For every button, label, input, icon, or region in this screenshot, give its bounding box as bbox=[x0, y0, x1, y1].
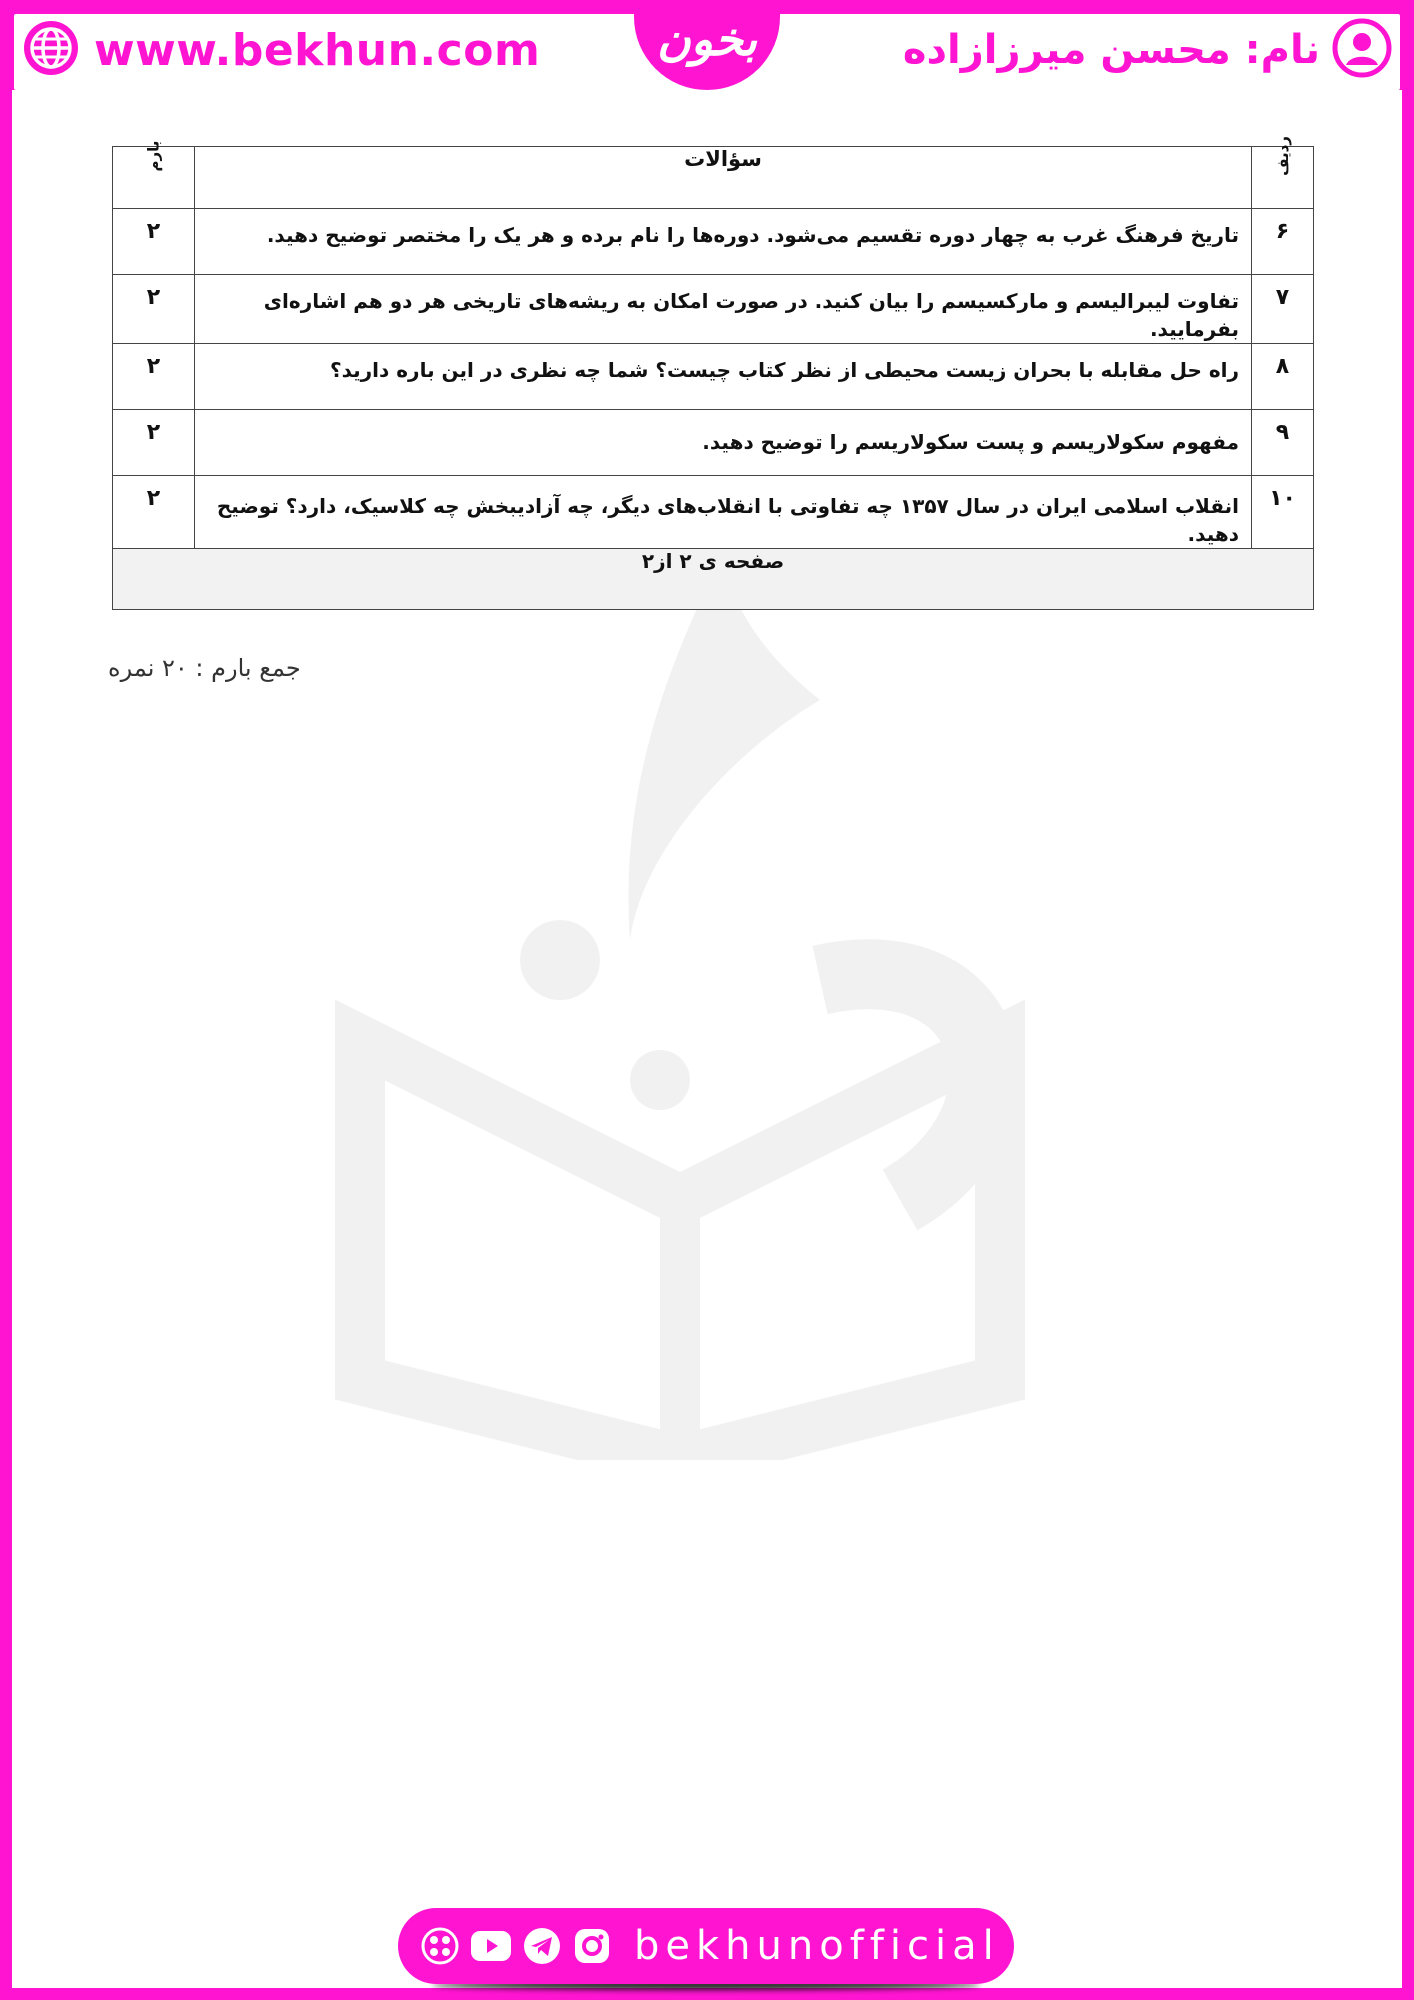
social-handle[interactable]: bekhunofficial bbox=[634, 1923, 1000, 1969]
question-text: تاریخ فرهنگ غرب به چهار دوره تقسیم می‌شود. دوره‌ها را نام برده و هر یک را مختصر توضیح دهید. bbox=[195, 209, 1252, 275]
total-score: جمع بارم : ۲۰ نمره bbox=[108, 654, 301, 682]
question-text: انقلاب اسلامی ایران در سال ۱۳۵۷ چه تفاوتی با انقلاب‌های دیگر، چه آزادیبخش چه کلاسیک، دارد؟ توضیح دهید. bbox=[195, 476, 1252, 549]
row-score: ۲ bbox=[113, 410, 195, 476]
row-number: ۸ bbox=[1252, 344, 1314, 410]
globe-icon bbox=[22, 19, 80, 81]
website-link[interactable] bbox=[22, 14, 540, 86]
question-text: تفاوت لیبرالیسم و مارکسیسم را بیان کنید. در صورت امکان به ریشه‌های تاریخی هر دو هم اشاره‌ای بفرمایید. bbox=[195, 275, 1252, 344]
aparat-icon[interactable] bbox=[420, 1925, 460, 1967]
instagram-icon[interactable] bbox=[572, 1925, 612, 1967]
user-icon bbox=[1332, 18, 1392, 82]
logo bbox=[644, 0, 770, 84]
header-row-number: ردیف bbox=[1252, 147, 1314, 209]
social-bar bbox=[398, 1908, 1014, 1984]
row-score: ۲ bbox=[113, 275, 195, 344]
logo-text: بخون bbox=[656, 12, 758, 66]
header-questions: سؤالات bbox=[195, 147, 1252, 209]
question-text: راه حل مقابله با بحران زیست محیطی از نظر کتاب چیست؟ شما چه نظری در این باره دارید؟ bbox=[195, 344, 1252, 410]
row-number: ۹ bbox=[1252, 410, 1314, 476]
table-row bbox=[113, 410, 1314, 476]
website-text: www.bekhun.com bbox=[94, 24, 541, 76]
table-row bbox=[113, 209, 1314, 275]
table-row bbox=[113, 344, 1314, 410]
table-header-row bbox=[113, 147, 1314, 209]
header-score: بارم bbox=[113, 147, 195, 209]
row-number: ۱۰ bbox=[1252, 476, 1314, 549]
question-text: مفهوم سکولاریسم و پست سکولاریسم را توضیح دهید. bbox=[195, 410, 1252, 476]
row-number: ۶ bbox=[1252, 209, 1314, 275]
youtube-icon[interactable] bbox=[470, 1925, 512, 1967]
row-score: ۲ bbox=[113, 344, 195, 410]
page-number: صفحه ی ۲ از۲ bbox=[113, 549, 1314, 610]
telegram-icon[interactable] bbox=[522, 1925, 562, 1967]
table-row bbox=[113, 476, 1314, 549]
name-text: نام: محسن میرزازاده bbox=[902, 27, 1320, 73]
questions-table bbox=[112, 136, 1314, 610]
student-name bbox=[903, 14, 1392, 86]
row-score: ۲ bbox=[113, 476, 195, 549]
page-number-row bbox=[113, 549, 1314, 610]
row-score: ۲ bbox=[113, 209, 195, 275]
row-number: ۷ bbox=[1252, 275, 1314, 344]
header-bar bbox=[0, 0, 1414, 90]
table-row bbox=[113, 275, 1314, 344]
